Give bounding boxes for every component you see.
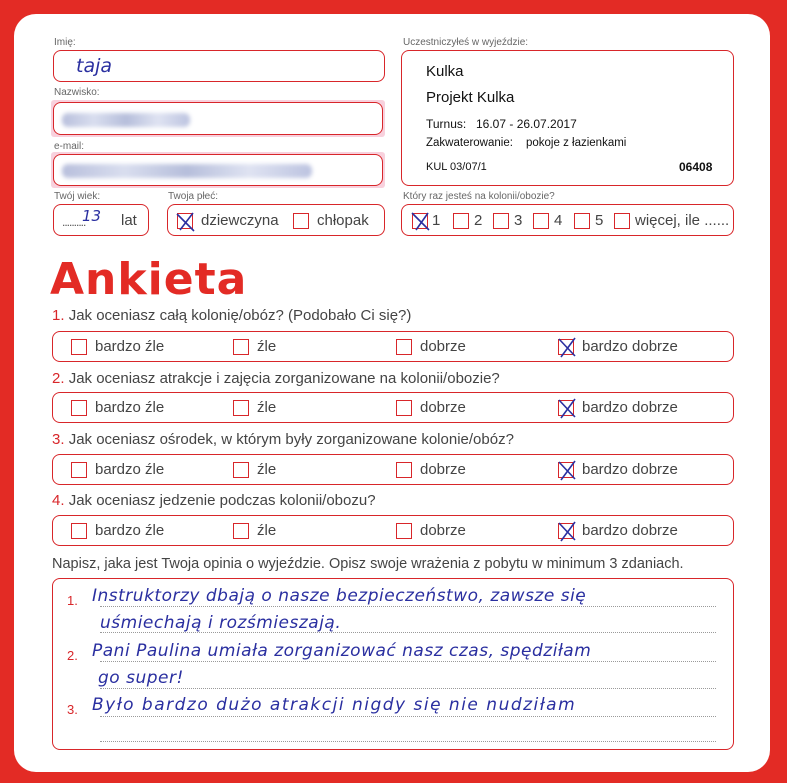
gender-label: Twoja płeć: bbox=[168, 191, 219, 202]
rating-checkbox[interactable] bbox=[233, 400, 249, 416]
rating-label: źle bbox=[257, 461, 277, 478]
trip-project: Projekt Kulka bbox=[426, 89, 515, 106]
times-4-checkbox[interactable] bbox=[533, 213, 549, 229]
trip-number: 06408 bbox=[679, 160, 713, 174]
rating-label: bardzo dobrze bbox=[582, 461, 678, 478]
question-3 bbox=[52, 431, 514, 448]
opinion-line: go super! bbox=[98, 668, 184, 688]
ruled-line bbox=[100, 661, 716, 662]
ruled-line bbox=[100, 606, 716, 607]
rating-label: bardzo źle bbox=[95, 338, 165, 355]
times-2-checkbox[interactable] bbox=[453, 213, 469, 229]
opinion-line: Było bardzo dużo atrakcji nigdy się nie nudziłam bbox=[92, 695, 577, 715]
rating-checkbox[interactable] bbox=[233, 523, 249, 539]
name-label: Imię: bbox=[54, 37, 76, 48]
rating-checkbox[interactable] bbox=[558, 400, 574, 416]
age-value: 13 bbox=[82, 207, 102, 225]
rating-label: dobrze bbox=[420, 522, 466, 539]
rating-checkbox[interactable] bbox=[558, 462, 574, 478]
ruled-line bbox=[100, 716, 716, 717]
question-number: 2. bbox=[52, 370, 65, 387]
rating-label: bardzo dobrze bbox=[582, 338, 678, 355]
opinion-line: Instruktorzy dbają o nasze bezpieczeństwo, zawsze się bbox=[92, 586, 587, 606]
surname-label: Nazwisko: bbox=[54, 87, 100, 98]
question-number: 1. bbox=[52, 307, 65, 324]
question-text: Jak oceniasz ośrodek, w którym były zorganizowane kolonie/obóz? bbox=[68, 431, 514, 448]
check-mark-icon bbox=[175, 211, 197, 233]
age-label: Twój wiek: bbox=[54, 191, 101, 202]
rating-checkbox[interactable] bbox=[396, 339, 412, 355]
name-field[interactable] bbox=[53, 50, 385, 82]
gender-girl-checkbox[interactable] bbox=[177, 213, 193, 229]
times-1-checkbox[interactable] bbox=[412, 213, 428, 229]
check-mark-icon bbox=[556, 460, 578, 482]
opinion-line: Pani Paulina umiała zorganizować nasz czas, spędziłam bbox=[92, 641, 592, 661]
rating-label: źle bbox=[257, 522, 277, 539]
trip-label: Uczestniczyłeś w wyjeździe: bbox=[403, 37, 529, 48]
trip-code: KUL 03/07/1 bbox=[426, 161, 487, 173]
email-field[interactable] bbox=[53, 154, 383, 186]
question-text: Jak oceniasz atrakcje i zajęcia zorganizowane na kolonii/obozie? bbox=[68, 370, 500, 387]
age-unit: lat bbox=[121, 212, 137, 229]
question-4 bbox=[52, 492, 376, 509]
rating-label: bardzo źle bbox=[95, 461, 165, 478]
rating-checkbox[interactable] bbox=[233, 339, 249, 355]
opinion-number: 2. bbox=[67, 648, 78, 663]
lodging-value: pokoje z łazienkami bbox=[526, 137, 627, 149]
turnus-value: 16.07 - 26.07.2017 bbox=[476, 117, 577, 131]
ruled-line bbox=[100, 741, 716, 742]
gender-field bbox=[167, 204, 385, 236]
ruled-line bbox=[100, 688, 716, 689]
rating-label: dobrze bbox=[420, 399, 466, 416]
rating-row-2 bbox=[52, 392, 734, 423]
question-2 bbox=[52, 370, 500, 387]
opinion-prompt: Napisz, jaka jest Twoja opinia o wyjeździe. Opisz swoje wrażenia z pobytu w minimum 3 zdaniach. bbox=[52, 556, 684, 572]
rating-label: dobrze bbox=[420, 338, 466, 355]
times-field bbox=[401, 204, 734, 236]
times-5-label: 5 bbox=[595, 212, 604, 229]
gender-boy-label: chłopak bbox=[317, 212, 369, 229]
name-value: taja bbox=[76, 55, 113, 77]
check-mark-icon bbox=[556, 398, 578, 420]
lodging-label: Zakwaterowanie: bbox=[426, 137, 513, 149]
rating-checkbox[interactable] bbox=[558, 523, 574, 539]
email-redacted bbox=[62, 164, 312, 178]
rating-checkbox[interactable] bbox=[558, 339, 574, 355]
rating-label: źle bbox=[257, 338, 277, 355]
opinion-number: 1. bbox=[67, 593, 78, 608]
times-3-label: 3 bbox=[514, 212, 523, 229]
rating-row-3 bbox=[52, 454, 734, 485]
check-mark-icon bbox=[556, 521, 578, 543]
age-dots: .......... bbox=[62, 215, 86, 229]
opinion-line: uśmiechają i rozśmieszają. bbox=[100, 613, 342, 633]
rating-row-1 bbox=[52, 331, 734, 362]
turnus-label: Turnus: bbox=[426, 117, 467, 131]
rating-label: dobrze bbox=[420, 461, 466, 478]
rating-checkbox[interactable] bbox=[71, 523, 87, 539]
rating-row-4 bbox=[52, 515, 734, 546]
times-2-label: 2 bbox=[474, 212, 483, 229]
rating-checkbox[interactable] bbox=[233, 462, 249, 478]
rating-checkbox[interactable] bbox=[396, 523, 412, 539]
rating-label: bardzo źle bbox=[95, 399, 165, 416]
check-mark-icon bbox=[410, 211, 432, 233]
surname-redacted bbox=[62, 113, 190, 127]
times-4-label: 4 bbox=[554, 212, 563, 229]
rating-label: bardzo źle bbox=[95, 522, 165, 539]
times-3-checkbox[interactable] bbox=[493, 213, 509, 229]
age-field[interactable] bbox=[53, 204, 149, 236]
times-1-label: 1 bbox=[432, 212, 441, 229]
rating-checkbox[interactable] bbox=[71, 339, 87, 355]
question-text: Jak oceniasz jedzenie podczas kolonii/obozu? bbox=[68, 492, 376, 509]
gender-girl-label: dziewczyna bbox=[201, 212, 279, 229]
trip-info-box bbox=[401, 50, 734, 186]
opinion-number: 3. bbox=[67, 702, 78, 717]
rating-checkbox[interactable] bbox=[71, 462, 87, 478]
question-number: 3. bbox=[52, 431, 65, 448]
surname-field[interactable] bbox=[53, 102, 383, 135]
times-label: Który raz jesteś na kolonii/obozie? bbox=[403, 191, 555, 202]
times-more-label: więcej, ile ...... bbox=[635, 212, 730, 229]
rating-label: bardzo dobrze bbox=[582, 522, 678, 539]
rating-label: bardzo dobrze bbox=[582, 399, 678, 416]
check-mark-icon bbox=[556, 337, 578, 359]
rating-checkbox[interactable] bbox=[71, 400, 87, 416]
question-number: 4. bbox=[52, 492, 65, 509]
times-5-checkbox[interactable] bbox=[574, 213, 590, 229]
rating-label: źle bbox=[257, 399, 277, 416]
email-label: e-mail: bbox=[54, 141, 85, 152]
rating-checkbox[interactable] bbox=[396, 462, 412, 478]
question-text: Jak oceniasz całą kolonię/obóz? (Podobało Ci się?) bbox=[68, 307, 412, 324]
trip-name: Kulka bbox=[426, 63, 464, 80]
question-1 bbox=[52, 307, 411, 324]
times-more-checkbox[interactable] bbox=[614, 213, 630, 229]
rating-checkbox[interactable] bbox=[396, 400, 412, 416]
gender-boy-checkbox[interactable] bbox=[293, 213, 309, 229]
survey-title: Ankieta bbox=[50, 254, 248, 305]
